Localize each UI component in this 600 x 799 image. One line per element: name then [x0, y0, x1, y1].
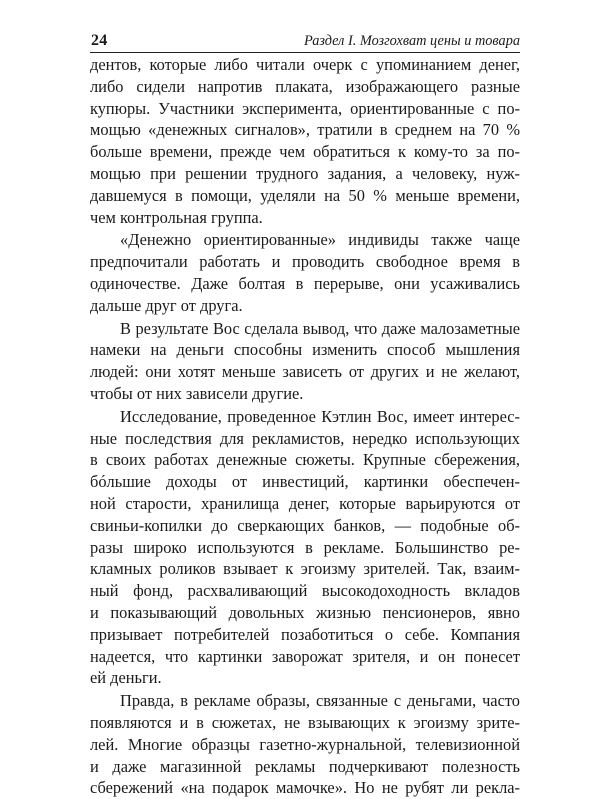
- text-line: ей деньги.: [90, 668, 162, 688]
- text-line: больше времени, прежде чем обратиться к кому-то за по-: [90, 142, 520, 162]
- paragraph-4: [90, 406, 520, 689]
- text-line: сбережений «на подарок мамочке». Но не рубят ли рекла-: [90, 778, 520, 798]
- text-line: либо сидели напротив плаката, изображающего разные: [90, 76, 520, 96]
- body-text: [90, 54, 520, 799]
- text-line: надеется, что картинки заворожат зрителя, и он понесет: [90, 646, 520, 666]
- text-line: кламных роликов взывает к эгоизму зрителей. Так, взаим-: [90, 559, 520, 579]
- text-line: разы широко используются в рекламе. Большинство ре-: [90, 537, 520, 557]
- running-head: [90, 30, 520, 53]
- text-line: купюры. Участники эксперимента, ориентированные с по-: [90, 98, 520, 118]
- text-line: и даже магазинной рекламы подчеркивают полезность: [90, 756, 520, 776]
- text-line: В результате Вос сделала вывод, что даже малозаметные: [120, 318, 520, 338]
- text-line: Правда, в рекламе образы, связанные с деньгами, часто: [120, 691, 520, 711]
- text-line: и показывающий довольных жизнью пенсионеров, явно: [90, 602, 520, 622]
- paragraph-5: [90, 690, 520, 799]
- text-line: бóльшие доходы от инвестиций, картинки обеспечен-: [90, 472, 520, 492]
- text-line: появляются и в сюжетах, не взывающих к эгоизму зрите-: [90, 712, 520, 732]
- text-line: дальше друг от друга.: [90, 295, 243, 315]
- section-title: Раздел I. Мозгохват цены и товара: [304, 33, 520, 49]
- text-line: мощью при решении трудного задания, а человеку, нуж-: [90, 163, 520, 183]
- text-line: чем контрольная группа.: [90, 207, 263, 227]
- text-line: давшемуся в помощи, уделяли на 50 % меньше времени,: [90, 185, 520, 205]
- text-line: «Денежно ориентированные» индивиды также чаще: [120, 230, 520, 250]
- text-line: людей: они хотят меньше зависеть от других и не желают,: [90, 362, 520, 382]
- paragraph-1: [90, 54, 520, 228]
- text-line: ные последствия для рекламистов, нередко использующих: [90, 428, 520, 448]
- text-line: лей. Многие образцы газетно-журнальной, телевизионной: [90, 734, 520, 754]
- text-line: дентов, которые либо читали очерк с упоминанием денег,: [90, 55, 520, 74]
- text-line: мощью «денежных сигналов», тратили в среднем на 70 %: [90, 120, 520, 140]
- text-line: свиньи-копилки до сверкающих банков, — подобные об-: [90, 515, 520, 535]
- page-number: 24: [91, 32, 108, 49]
- text-line: Исследование, проведенное Кэтлин Вос, имеет интерес-: [120, 406, 520, 426]
- text-line: одиночестве. Даже болтая в перерыве, они усаживались: [90, 273, 520, 293]
- text-line: чтобы от них зависели другие.: [90, 383, 304, 403]
- text-line: ной старости, хранилища денег, которые варьируются от: [90, 493, 520, 513]
- text-line: предпочитали работать и проводить свободное время в: [90, 252, 520, 272]
- text-line: призывает потребителей позаботиться о себе. Компания: [90, 624, 520, 644]
- text-line: намеки на деньги способны изменить способ мышления: [90, 340, 520, 360]
- paragraph-3: [90, 318, 520, 405]
- text-line: ный фонд, расхваливающий высокодоходность вкладов: [90, 581, 520, 601]
- paragraph-2: [90, 229, 520, 316]
- text-line: в своих работах денежные сюжеты. Крупные сбережения,: [90, 450, 520, 470]
